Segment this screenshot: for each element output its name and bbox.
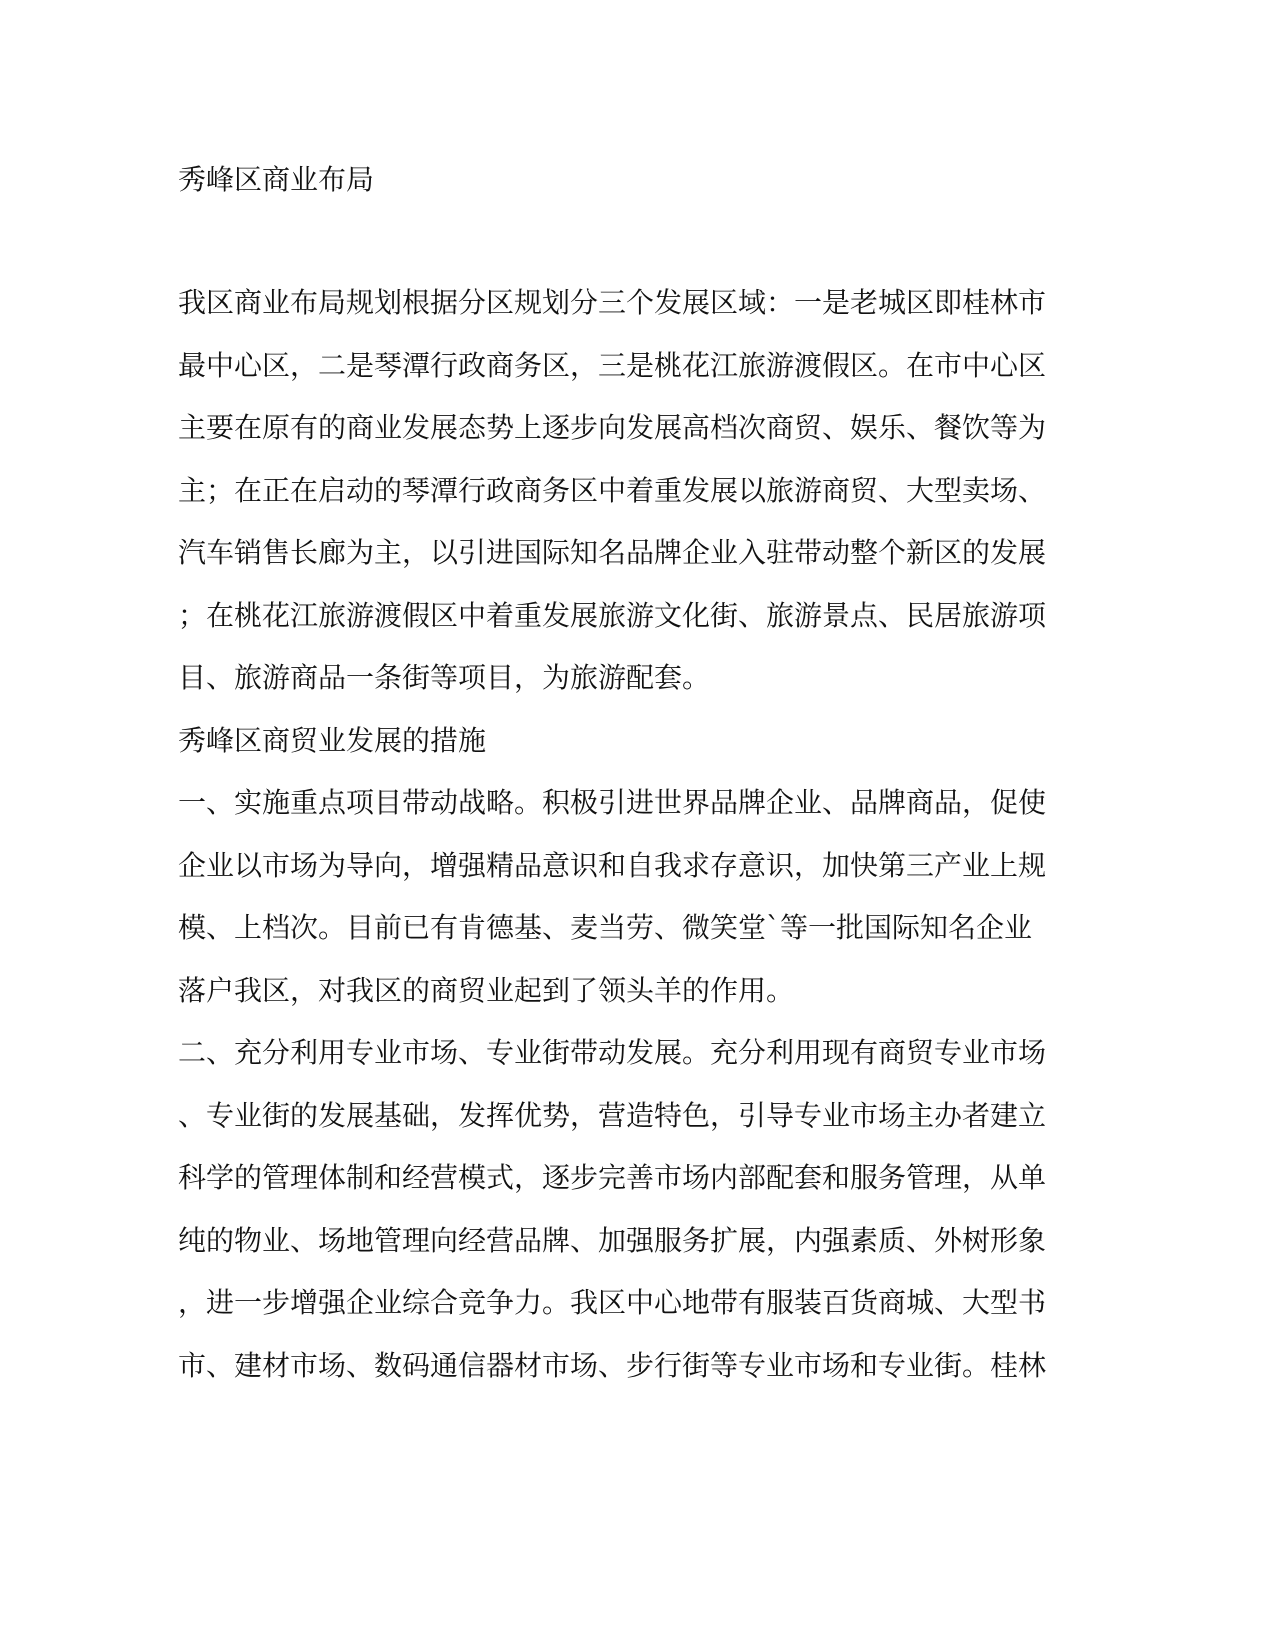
body-line: 最中心区，二是琴潭行政商务区，三是桃花江旅游渡假区。在市中心区 <box>178 348 1047 382</box>
body-line: 模、上档次。目前已有肯德基、麦当劳、微笑堂`等一批国际知名企业 <box>178 911 1033 944</box>
body-line: 目、旅游商品一条街等项目，为旅游配套。 <box>178 661 711 694</box>
body-line: 科学的管理体制和经营模式，逐步完善市场内部配套和服务管理，从单 <box>178 1161 1047 1194</box>
body-line: 主要在原有的商业发展态势上逐步向发展高档次商贸、娱乐、餐饮等为 <box>178 411 1047 444</box>
document-title: 秀峰区商业布局 <box>178 163 375 196</box>
body-line: 市、建材市场、数码通信器材市场、步行街等专业市场和专业街。桂林 <box>178 1348 1047 1382</box>
body-line: 纯的物业、场地管理向经营品牌、加强服务扩展，内强素质、外树形象 <box>178 1223 1047 1257</box>
body-line: 汽车销售长廊为主，以引进国际知名品牌企业入驻带动整个新区的发展 <box>178 536 1047 569</box>
body-line: 企业以市场为导向，增强精品意识和自我求存意识，加快第三产业上规 <box>178 848 1047 882</box>
body-line: 我区商业布局规划根据分区规划分三个发展区域：一是老城区即桂林市 <box>178 286 1047 319</box>
body-line: 落户我区，对我区的商贸业起到了领头羊的作用。 <box>178 973 795 1007</box>
body-line: ，进一步增强企业综合竞争力。我区中心地带有服装百货商城、大型书 <box>178 1286 1047 1319</box>
section-heading: 秀峰区商贸业发展的措施 <box>178 723 487 757</box>
body-line: ；在桃花江旅游渡假区中着重发展旅游文化街、旅游景点、民居旅游项 <box>178 598 1047 632</box>
body-line: 主；在正在启动的琴潭行政商务区中着重发展以旅游商贸、大型卖场、 <box>178 473 1047 507</box>
body-line: 、专业街的发展基础，发挥优势，营造特色，引导专业市场主办者建立 <box>178 1098 1047 1132</box>
body-line: 二、充分利用专业市场、专业街带动发展。充分利用现有商贸专业市场 <box>178 1036 1047 1069</box>
document-body <box>178 283 1047 1408</box>
body-line: 一、实施重点项目带动战略。积极引进世界品牌企业、品牌商品，促使 <box>178 786 1047 819</box>
